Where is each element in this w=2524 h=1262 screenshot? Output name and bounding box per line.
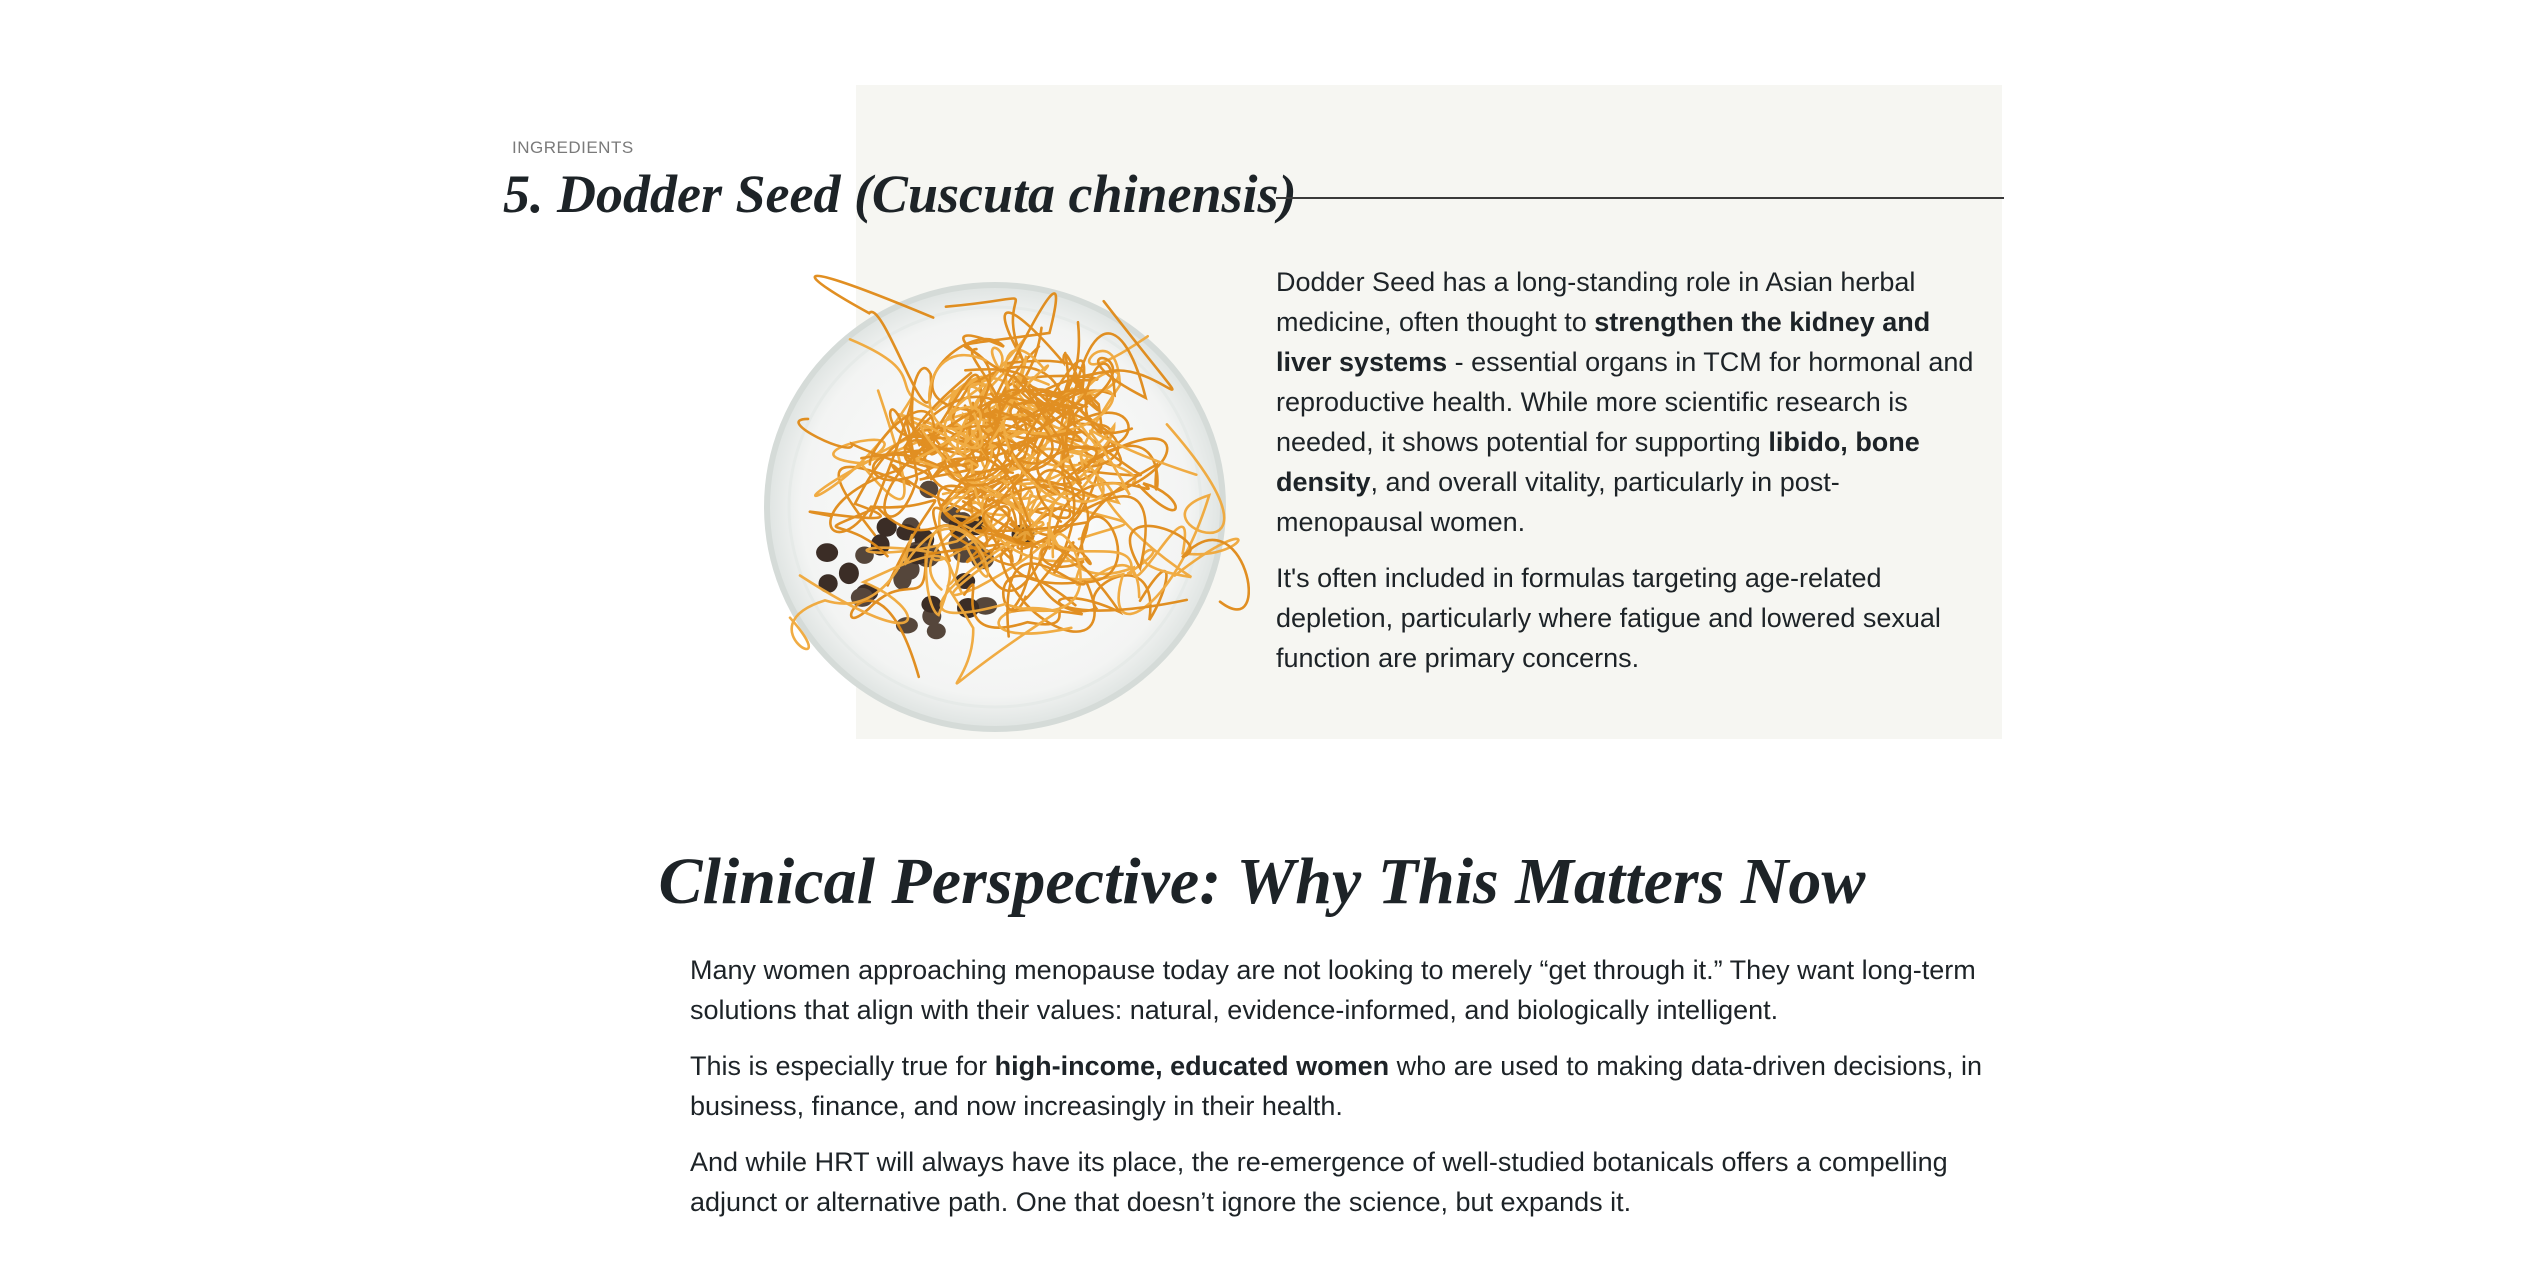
highlight-kidney-liver: strengthen the kidney and liver systems — [1276, 307, 1931, 377]
seed-mark — [927, 623, 946, 639]
clinical-paragraph-1: Many women approaching menopause today are not looking to merely “get through it.” They want long-term solutions that align with their values: natural, evidence-informed, and biologically intelligent. — [690, 955, 1976, 1025]
seed-mark — [816, 543, 838, 562]
clinical-paragraph-2: This is especially true for high-income, educated women who are used to making data-driven decisions, in business, finance, and now increasingly in their health. — [690, 1051, 1982, 1121]
section-eyebrow: INGREDIENTS — [512, 138, 634, 157]
ingredient-description — [1276, 262, 1976, 694]
title-divider — [1276, 197, 2004, 199]
ingredient-paragraph-1: Dodder Seed has a long-standing role in Asian herbal medicine, often thought to strengthen the kidney and liver systems - essential organs in TCM for hormonal and reproductive health. While more scientific research is needed, it shows potential for supporting libido, bone density, and overall vitality, particularly in post-menopausal women. — [1276, 267, 1974, 537]
clinical-paragraph-3: And while HRT will always have its place, the re-emergence of well-studied botanicals offers a compelling adjunct or alternative path. One that doesn’t ignore the science, but expands it. — [690, 1147, 1948, 1217]
dodder-seed-dish-image — [750, 262, 1250, 762]
ingredient-title: 5. Dodder Seed (Cuscuta chinensis) — [503, 164, 1297, 224]
clinical-perspective-heading: Clinical Perspective: Why This Matters Now — [658, 845, 1866, 918]
seed-mark — [839, 563, 859, 585]
clinical-body — [690, 950, 2000, 1238]
highlight-high-income: high-income, educated women — [994, 1051, 1390, 1081]
highlight-libido-bone: libido, bone density — [1276, 427, 1920, 497]
ingredient-paragraph-2: It's often included in formulas targeting age-related depletion, particularly where fatigue and lowered sexual function are primary concerns. — [1276, 563, 1941, 673]
